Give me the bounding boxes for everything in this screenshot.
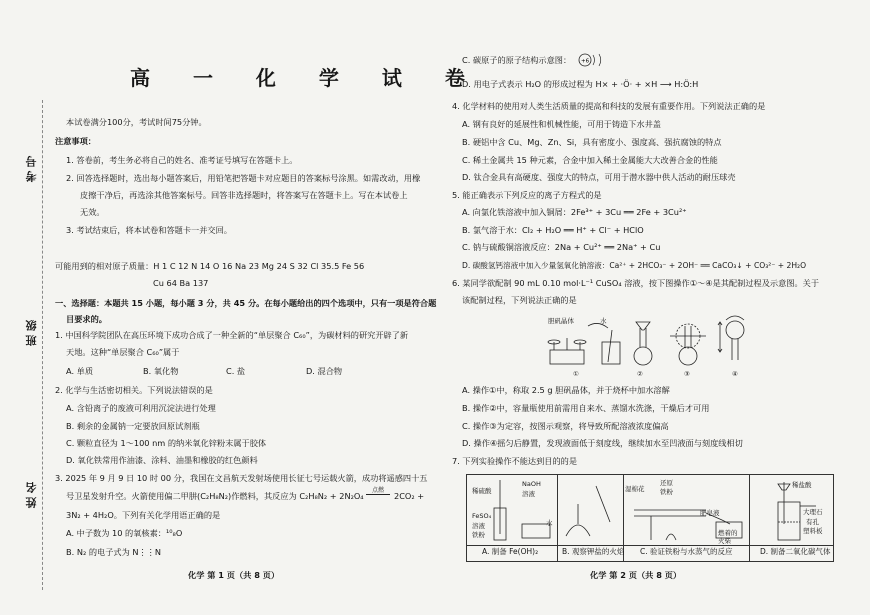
q2-option-b: B. 剩余的金属钠一定要放回原试剂瓶 (66, 421, 200, 431)
q6-stem-cont: 该配制过程，下列说法正确的是 (462, 295, 577, 305)
q7-a-label-3: 溶液 (522, 490, 535, 498)
section-heading: 一、选择题：本题共 15 小题，每小题 3 分，共 45 分。在每小题给出的四个选项中，只有一项是符合题 (55, 298, 437, 308)
q6-option-b: B. 操作②中，容量瓶使用前需用自来水、蒸馏水洗涤，干燥后才可用 (462, 403, 710, 413)
section-heading-cont: 目要求的。 (66, 314, 107, 324)
intro-text: 本试卷满分100分，考试时间75分钟。 (66, 117, 207, 127)
q6-step-1: ① (573, 370, 579, 378)
q3-option-b: B. N₂ 的电子式为 N⋮⋮N (66, 547, 161, 557)
q6-step-4: ④ (732, 370, 738, 378)
q7-d-label-3: 有孔 (806, 518, 819, 526)
q7-caption-a: A. 制备 Fe(OH)₂ (482, 547, 539, 556)
q7-a-label-7: 水 (546, 519, 553, 527)
q5-option-c: C. 钠与硫酸铜溶液反应：2Na + Cu²⁺ ══ 2Na⁺ + Cu (462, 242, 661, 252)
q2-option-c: C. 颗粒直径为 1～100 nm 的纳米氧化锌粉末属于胶体 (66, 438, 267, 448)
q3-stem: 3. 2025 年 9 月 9 日 10 时 00 分，我国在文昌航天发射场使用长征七号运载火箭，成功将遥感四十五 (55, 473, 428, 483)
q2-option-a: A. 含铅离子的废液可利用沉淀法进行处理 (66, 403, 216, 413)
footer-right: 化学 第 2 页（共 8 页） (590, 570, 682, 580)
q7-apparatus (466, 474, 832, 544)
q4-option-a: A. 钢有良好的延展性和机械性能，可用于铸造下水井盖 (462, 119, 661, 129)
q7-a-label-5: 溶液 (472, 522, 485, 530)
q4-option-b: B. 硬铝中含 Cu、Mg、Zn、Si，具有密度小、强度高、强抗腐蚀的特点 (462, 137, 722, 147)
q4-stem: 4. 化学材料的使用对人类生活质量的提高和科技的发展有重要作用。下列说法正确的是 (452, 101, 766, 111)
page-title: 高 一 化 学 试 卷 (130, 66, 483, 90)
notes-title: 注意事项： (55, 136, 96, 146)
note-3: 3. 考试结束后，将本试卷和答题卡一并交回。 (66, 225, 232, 235)
q3-reaction-arrow (366, 494, 390, 495)
q6-option-c: C. 操作③为定容，按图示观察，将导致所配溶液浓度偏高 (462, 421, 669, 431)
q5-option-d: D. 碳酸氢钙溶液中加入少量氢氧化钠溶液：Ca²⁺ + 2HCO₃⁻ + 2OH⁻ ══ CaCO₃↓ + CO₃²⁻ + 2H₂O (462, 261, 807, 270)
q1-option-c: C. 盐 (226, 366, 246, 376)
q7-a-label-6: 铁粉 (472, 531, 485, 539)
q7-c-label-3: 铁粉 (660, 488, 673, 496)
q4-option-d: D. 钛合金具有高硬度、强度大的特点，可用于潜水器中供人活动的耐压球壳 (462, 172, 736, 182)
q3-option-a: A. 中子数为 10 的氧核素：¹⁰₈O (66, 528, 183, 538)
q5-option-a: A. 向氯化铁溶液中加入铜屑：2Fe³⁺ + 3Cu ══ 2Fe + 3Cu²⁺ (462, 207, 687, 217)
q7-caption-d: D. 制备二氧化碳气体 (760, 547, 831, 556)
q7-stem: 7. 下列实验操作不能达到目的的是 (452, 456, 578, 466)
q6-stem: 6. 某同学欲配制 90 mL 0.10 mol·L⁻¹ CuSO₄ 溶液，按下图操作①～④是其配制过程及示意图。关于 (452, 278, 820, 288)
svg-text:+6: +6 (581, 58, 590, 65)
q7-d-label-1: 稀盐酸 (792, 481, 812, 489)
q7-c-label-4: 肥皂液 (700, 509, 720, 517)
note-2: 2. 回答选择题时，选出每小题答案后，用铅笔把答题卡对应题目的答案标号涂黑。如需改动，用橡 (66, 173, 421, 183)
q1-stem-cont: 天地。这种“单层聚合 C₆₀”属于 (66, 347, 180, 357)
carbon-atom-diagram (577, 52, 607, 68)
footer-left: 化学 第 1 页（共 8 页） (188, 570, 280, 580)
q1-option-d: D. 混合物 (306, 366, 343, 376)
q7-d-label-2: 大理石 (803, 508, 823, 516)
q6-water-label: 水 (600, 317, 607, 325)
note-2-cont: 皮擦干净后，再选涂其他答案标号。回答非选择题时，将答案写在答题卡上。写在本试卷上 (80, 190, 408, 200)
q6-crystal-label: 胆矾晶体 (548, 317, 574, 325)
q1-option-a: A. 单质 (66, 366, 94, 376)
name-label: 姓名 (25, 478, 38, 508)
q2-option-d: D. 氧化铁常用作油漆、涂料、油墨和橡胶的红色颜料 (66, 455, 258, 465)
atomic-masses-cont: Cu 64 Ba 137 (153, 278, 209, 288)
q7-caption-b: B. 观察钾盐的火焰 (562, 547, 625, 556)
q3-stem-cont: 3N₂ + 4H₂O。下列有关化学用语正确的是 (66, 510, 221, 520)
q7-a-label-2: NaOH (522, 480, 541, 488)
q6-option-d: D. 操作④摇匀后静置，发现液面低于刻度线，继续加水至凹液面与刻度线相切 (462, 438, 743, 448)
q6-step-3: ③ (684, 370, 690, 378)
note-1: 1. 答卷前，考生务必将自己的姓名、准考证号填写在答题卡上。 (66, 155, 298, 165)
q3-option-d: D. 用电子式表示 H₂O 的形成过程为 H× + ·Ö· + ×H ⟶ H:Ö:H (462, 79, 699, 89)
class-label: 班级 (25, 316, 38, 346)
q3-stem-reaction: 号卫星发射升空。火箭使用偏二甲肼(C₂H₈N₂)作燃料，其反应为 C₂H₈N₂ + 2N₂O₄ (66, 491, 364, 501)
q7-c-label-1: 湿棉花 (625, 485, 645, 493)
exam-no-label: 考号 (25, 152, 38, 182)
q7-c-label-6: 火柴 (718, 537, 731, 545)
q2-stem: 2. 化学与生活密切相关。下列说法错误的是 (55, 385, 213, 395)
q3-condition: 点燃 (372, 487, 385, 494)
q7-c-label-2: 还原 (660, 479, 673, 487)
q4-option-c: C. 稀土金属共 15 种元素，合金中加入稀土金属能大大改善合金的性能 (462, 155, 718, 165)
q7-caption-c: C. 验证铁粉与水蒸气的反应 (640, 547, 733, 556)
q3-option-c: C. 碳原子的原子结构示意图： (462, 55, 572, 65)
note-2-end: 无效。 (80, 207, 105, 217)
q7-c-label-5: 燃着的 (718, 529, 738, 537)
q1-stem: 1. 中国科学院团队在高压环境下成功合成了一种全新的“单层聚合 C₆₀”，为碳材料的研究开辟了新 (55, 330, 409, 340)
q6-step-2: ② (637, 370, 643, 378)
q7-d-label-4: 塑料板 (803, 527, 823, 535)
atomic-masses: 可能用到的相对原子质量：H 1 C 12 N 14 O 16 Na 23 Mg 24 S 32 Cl 35.5 Fe 56 (55, 261, 365, 271)
q7-a-label-1: 稀硫酸 (472, 487, 492, 495)
q5-stem: 5. 能正确表示下列反应的离子方程式的是 (452, 190, 602, 200)
q1-option-b: B. 氧化物 (143, 366, 179, 376)
q6-option-a: A. 操作①中，称取 2.5 g 胆矾晶体，并于烧杯中加水溶解 (462, 385, 670, 395)
q3-stem-products: 2CO₂ + (394, 491, 425, 501)
binding-line (42, 100, 43, 590)
q7-a-label-4: FeSO₄ (472, 512, 492, 520)
q5-option-b: B. 氯气溶于水：Cl₂ + H₂O ══ H⁺ + Cl⁻ + HClO (462, 225, 644, 235)
